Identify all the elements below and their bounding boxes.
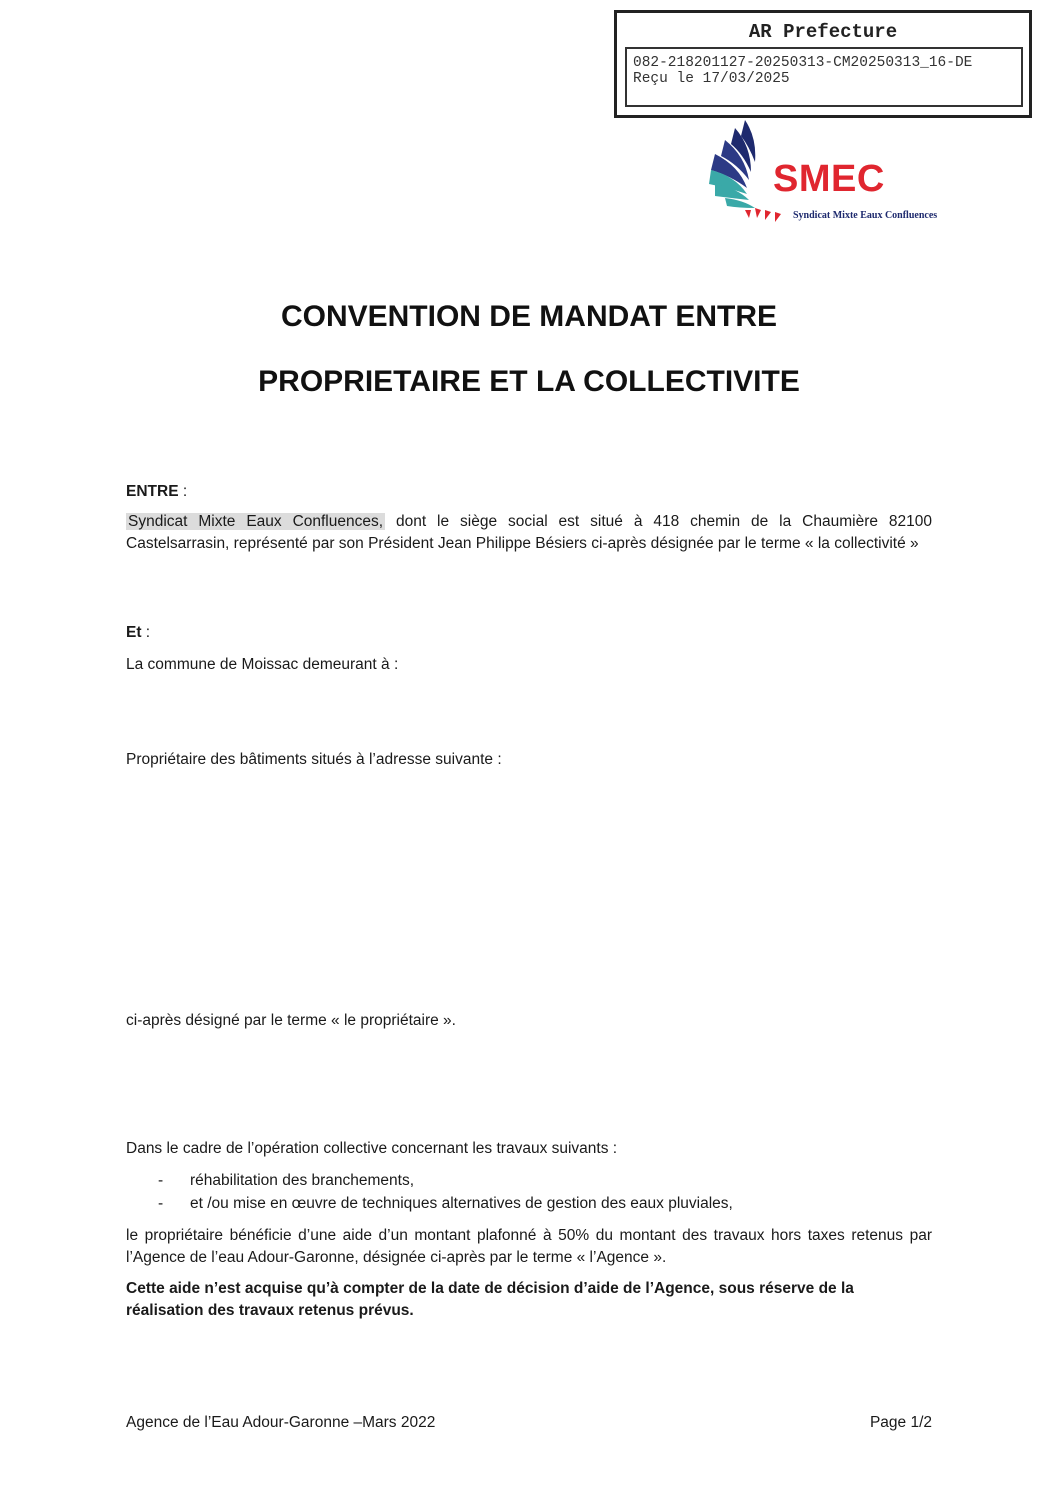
bullet-text: et /ou mise en œuvre de techniques alternatives de gestion des eaux pluviales, — [190, 1195, 733, 1212]
party1-name: Syndicat Mixte Eaux Confluences, — [128, 513, 384, 530]
stamp-title: AR Prefecture — [748, 21, 898, 43]
commune-line: La commune de Moissac demeurant à : — [126, 656, 399, 673]
aide-paragraph: le propriétaire bénéficie d’une aide d’un montant plafonné à 50% du montant des travaux hors taxes retenus par l’Agence de l’eau Adour-Garonne, désignée ci-après par le terme « l’Agence ». — [126, 1227, 932, 1266]
cadre-line: Dans le cadre de l’opération collective concernant les travaux suivants : — [126, 1140, 618, 1157]
stamp-reference: 082-218201127-20250313-CM20250313_16-DE — [633, 55, 973, 71]
document-title-line1: CONVENTION DE MANDAT ENTRE — [280, 300, 778, 333]
entre-heading — [126, 481, 932, 503]
smec-logo — [705, 118, 975, 228]
party1-paragraph — [126, 511, 932, 555]
et-heading — [126, 622, 932, 644]
et-colon: : — [141, 624, 151, 641]
aide-notice: Cette aide n’est acquise qu’à compter de la date de décision d’aide de l’Agence, sous réserve de la réalisation des travaux retenus prévus. — [126, 1280, 854, 1319]
page-number: Page 1/2 — [869, 1414, 932, 1431]
logo-subtitle: Syndicat Mixte Eaux Confluences — [793, 210, 938, 221]
document-title-line2: PROPRIETAIRE ET LA COLLECTIVITE — [258, 365, 800, 398]
stamp-reference-box — [625, 47, 1023, 107]
proprietaire-line: Propriétaire des bâtiments situés à l’adresse suivante : — [126, 751, 502, 768]
entre-label: ENTRE — [126, 483, 179, 500]
list-item: - réhabilitation des branchements, — [158, 1172, 415, 1189]
bullet-text: réhabilitation des branchements, — [190, 1172, 415, 1189]
designe-line: ci-après désigné par le terme « le propriétaire ». — [126, 1012, 456, 1029]
logo-name: SMEC — [773, 158, 885, 200]
stamp-received-date: Reçu le 17/03/2025 — [633, 71, 790, 87]
et-label: Et — [126, 624, 142, 641]
party1-details: dont le siège social est situé à 418 chemin de la Chaumière 82100 Castelsarrasin, représenté par son Président Jean Philippe Bésiers ci-après désignée par le terme « la collectivité » — [126, 513, 933, 552]
footer-left: Agence de l’Eau Adour-Garonne –Mars 2022 — [126, 1414, 436, 1431]
entre-colon: : — [178, 483, 188, 500]
prefecture-stamp — [614, 10, 1032, 118]
list-item: - et /ou mise en œuvre de techniques alternatives de gestion des eaux pluviales, — [158, 1195, 733, 1212]
